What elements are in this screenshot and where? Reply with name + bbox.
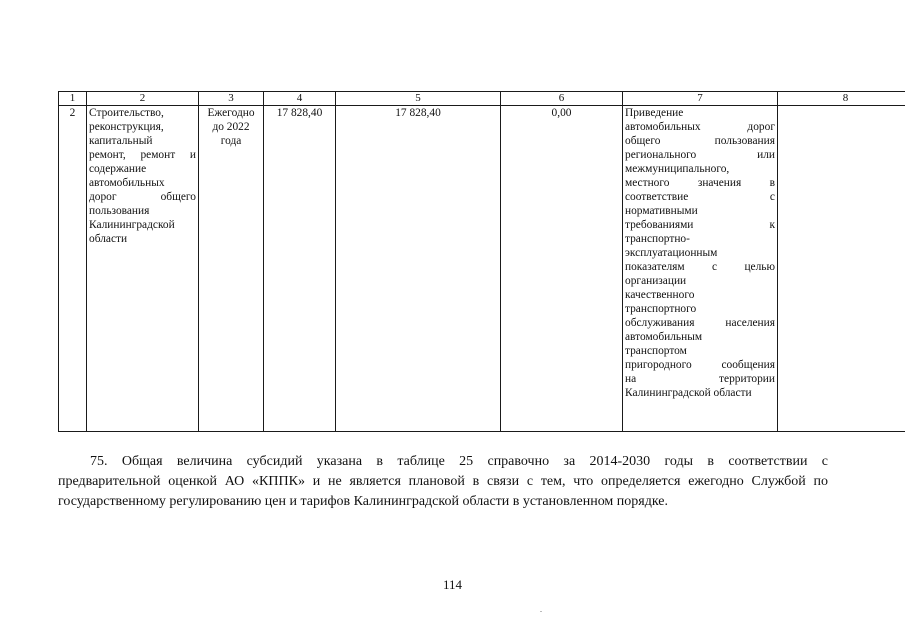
body-paragraph	[58, 452, 828, 512]
paragraph-line: государственному регулированию цен и тарифов Калининградской области в установленном порядке.	[58, 494, 669, 509]
result-line: транспортного	[625, 303, 697, 315]
measure-name-cell	[87, 106, 199, 432]
result-line: требованиями к	[625, 219, 775, 231]
amount-cell-4: 17 828,40	[264, 106, 336, 432]
measure-name-line: дорог общего	[89, 191, 196, 203]
measure-name-line: реконструкция,	[89, 121, 164, 133]
result-line: межмуниципального,	[625, 163, 730, 175]
measure-name-line: автомобильных	[89, 177, 165, 189]
result-line: обслуживания населения	[625, 317, 775, 329]
result-line: организации	[625, 275, 687, 287]
header-cell-1: 1	[59, 92, 87, 106]
notes-cell	[778, 106, 905, 432]
measure-name-line: пользования	[89, 205, 150, 217]
header-cell-2: 2	[87, 92, 199, 106]
result-line: транспортом	[625, 345, 687, 357]
header-cell-8: 8	[778, 92, 905, 106]
measure-name-line: содержание	[89, 163, 147, 175]
measure-name-line: Калининградской	[89, 219, 175, 231]
paragraph-line: 75. Общая величина субсидий указана в таблице 25 справочно за 2014-2030 годы в соответствии с	[90, 454, 828, 469]
result-line: эксплуатационным	[625, 247, 718, 259]
header-cell-3: 3	[199, 92, 264, 106]
result-cell	[623, 106, 778, 432]
amount-cell-6: 0,00	[501, 106, 623, 432]
header-cell-7: 7	[623, 92, 778, 106]
measure-name-line: капитальный	[89, 135, 153, 147]
result-line: Приведение	[625, 107, 684, 119]
measure-name-line: Строительство,	[89, 107, 164, 119]
result-line: регионального или	[625, 149, 775, 161]
result-line: транспортно-	[625, 233, 690, 245]
result-line: автомобильных дорог	[625, 121, 775, 133]
result-line: Калининградской области	[625, 387, 752, 399]
measure-name-line: области	[89, 233, 128, 245]
header-cell-5: 5	[336, 92, 501, 106]
result-line: пригородного сообщения	[625, 359, 775, 371]
result-line: местного значения в	[625, 177, 775, 189]
paragraph-line: предварительной оценкой АО «КППК» и не является плановой в связи с тем, что определяется ежегодно Службой по	[58, 474, 828, 489]
header-cell-4: 4	[264, 92, 336, 106]
result-line: показателям с целью	[625, 261, 775, 273]
period-line: Ежегодно	[207, 107, 255, 119]
result-line: на территории	[625, 373, 775, 385]
data-table	[58, 91, 905, 432]
page-number: 114	[442, 577, 463, 592]
header-cell-6: 6	[501, 92, 623, 106]
amount-cell-5: 17 828,40	[336, 106, 501, 432]
result-line: качественного	[625, 289, 695, 301]
result-line: нормативными	[625, 205, 698, 217]
row-number-cell: 2	[59, 106, 87, 432]
scan-speck	[540, 611, 542, 612]
table-row	[59, 106, 905, 432]
result-line: общего пользования	[625, 135, 775, 147]
period-cell	[199, 106, 264, 432]
period-line: года	[220, 135, 242, 147]
measure-name-line: ремонт, ремонт и	[89, 149, 196, 161]
result-line: автомобильным	[625, 331, 703, 343]
table-header-row	[59, 92, 905, 106]
result-line: соответствие с	[625, 191, 775, 203]
period-line: до 2022	[212, 121, 250, 133]
